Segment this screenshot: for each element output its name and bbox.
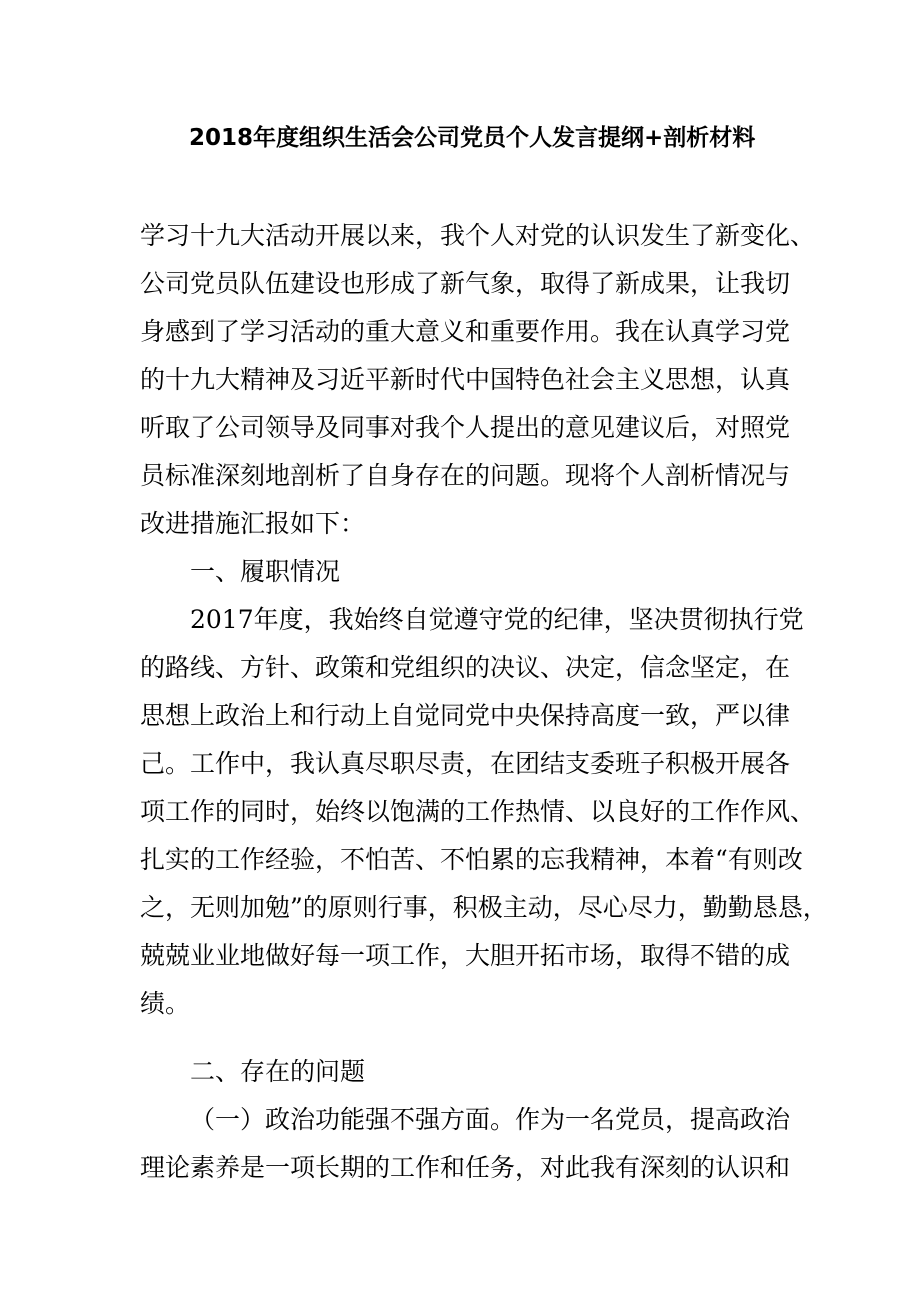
intro-line: 的十九大精神及习近平新时代中国特色社会主义思想，认真 <box>140 365 791 394</box>
section2-line: （一）政治功能强不强方面。作为一名党员，提高政治 <box>190 1105 791 1134</box>
document-title: 2018年度组织生活会公司党员个人发言提纲+剖析材料 <box>189 125 756 151</box>
section1-line: 之，无则加勉”的原则行事，积极主动，尽心尽力，勤勤恳恳， <box>140 893 828 922</box>
section1-line: 绩。 <box>140 989 191 1018</box>
section1-line: 扎实的工作经验，不怕苦、不怕累的忘我精神，本着“有则改 <box>140 845 803 874</box>
intro-line: 身感到了学习活动的重大意义和重要作用。我在认真学习党 <box>140 317 791 346</box>
section-gap <box>140 1028 788 1048</box>
section2-line: 理论素养是一项长期的工作和任务，对此我有深刻的认识和 <box>140 1153 791 1182</box>
section1-line: 项工作的同时，始终以饱满的工作热情、以良好的工作作风、 <box>140 797 816 826</box>
document-body <box>140 212 828 1192</box>
section1-line: 的路线、方针、政策和党组织的决议、决定，信念坚定，在 <box>140 653 791 682</box>
intro-line: 员标准深刻地剖析了自身存在的问题。现将个人剖析情况与 <box>140 461 791 490</box>
section-heading-performance: 一、履职情况 <box>190 557 341 586</box>
section1-line: 己。工作中，我认真尽职尽责，在团结支委班子积极开展各 <box>140 749 791 778</box>
section1-line: 2017年度，我始终自觉遵守党的纪律，坚决贯彻执行党 <box>190 605 804 634</box>
intro-line: 改进措施汇报如下： <box>140 509 366 538</box>
intro-line: 听取了公司领导及同事对我个人提出的意见建议后，对照党 <box>140 413 791 442</box>
section1-line: 兢兢业业地做好每一项工作，大胆开拓市场，取得不错的成 <box>140 941 791 970</box>
intro-line: 公司党员队伍建设也形成了新气象，取得了新成果，让我切 <box>140 269 791 298</box>
section-heading-problems: 二、存在的问题 <box>190 1057 366 1086</box>
section1-line: 思想上政治上和行动上自觉同党中央保持高度一致，严以律 <box>140 701 791 730</box>
intro-line: 学习十九大活动开展以来，我个人对党的认识发生了新变化、 <box>140 221 816 250</box>
